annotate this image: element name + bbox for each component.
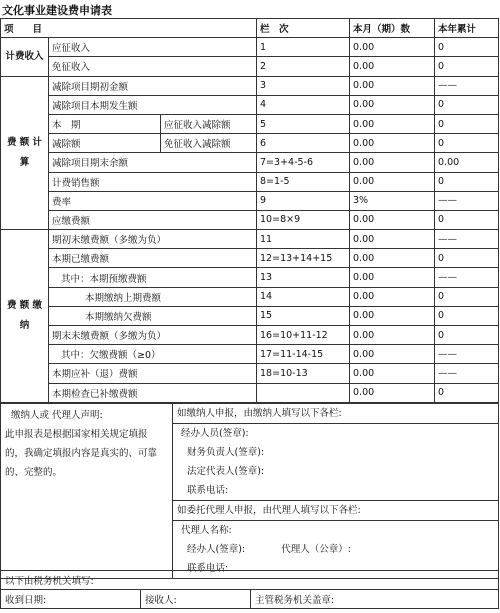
row-column: 3	[257, 76, 350, 95]
declaration-line: 的，我确定填报内容是真实的、可靠	[5, 448, 158, 459]
row-annual: 0	[435, 134, 499, 153]
row-label-a: 减除额	[49, 134, 161, 153]
row-current: 0.00	[350, 57, 435, 76]
row-column: 8=1-5	[257, 172, 350, 191]
header-annual: 本年累计	[435, 19, 499, 38]
agent-filing-heading: 如委托代理人申报，由代理人填写以下各栏:	[173, 501, 498, 521]
agent-filing-cell	[173, 501, 499, 579]
row-column: 5	[257, 114, 350, 133]
table-row	[1, 57, 499, 76]
row-label: 应缴费额	[49, 210, 257, 229]
row-current: 0.00	[350, 383, 435, 402]
form-title: 文化事业建设费申请表	[2, 4, 112, 17]
row-column: 14	[257, 287, 350, 306]
row-column: 6	[257, 134, 350, 153]
table-row	[1, 38, 499, 57]
row-column: 16=10+11-12	[257, 326, 350, 345]
row-column: 17=11-14-15	[257, 345, 350, 364]
row-annual: ——	[435, 345, 499, 364]
row-column: 15	[257, 306, 350, 325]
row-current: 0.00	[350, 38, 435, 57]
row-label: 应征收入	[49, 38, 257, 57]
row-current: 0.00	[350, 114, 435, 133]
row-column	[257, 383, 350, 402]
row-annual: 0	[435, 38, 499, 57]
agent-name-line: 代理人名称:	[181, 525, 232, 536]
row-label: 减除项目期初金额	[49, 76, 257, 95]
table-row	[1, 114, 499, 133]
row-annual: 0	[435, 287, 499, 306]
table-row	[1, 230, 499, 249]
row-current: 0.00	[350, 76, 435, 95]
table-row	[1, 76, 499, 95]
row-label: 其中：欠缴费额（≥0）	[49, 345, 257, 364]
received-date-cell: 收到日期:	[1, 590, 141, 609]
row-current: 0.00	[350, 268, 435, 287]
row-label: 计费销售额	[49, 172, 257, 191]
row-label: 期初未缴费额（多缴为负）	[49, 230, 257, 249]
row-annual: 0	[435, 306, 499, 325]
declaration-heading: 缴纳人或 代理人声明:	[11, 410, 103, 421]
row-annual: 0	[435, 95, 499, 114]
table-row	[1, 95, 499, 114]
row-label-b: 应征收入减除额	[161, 114, 257, 133]
row-annual: ——	[435, 76, 499, 95]
row-annual: 0	[435, 383, 499, 402]
table-row	[1, 364, 499, 383]
row-current: 0.00	[350, 364, 435, 383]
section-income: 计费收入	[1, 38, 49, 76]
row-annual: 0	[435, 326, 499, 345]
signature-line: 法定代表人(签章):	[187, 466, 265, 477]
row-current: 0.00	[350, 134, 435, 153]
header-current: 本月（期）数	[350, 19, 435, 38]
table-header-row	[1, 19, 499, 38]
row-label: 本期应补（退）费额	[49, 364, 257, 383]
tax-office-table	[0, 570, 499, 609]
row-column: 4	[257, 95, 350, 114]
self-filing-heading: 如缴纳人申报，由缴纳人填写以下各栏:	[173, 404, 498, 424]
row-current: 0.00	[350, 287, 435, 306]
row-annual: 0	[435, 114, 499, 133]
row-label: 减除项目期末余额	[49, 153, 257, 172]
phone-line: 联系电话:	[187, 485, 229, 496]
row-label-a: 本 期	[49, 114, 161, 133]
row-label: 本期缴纳欠费额	[49, 306, 257, 325]
agent-phone-line: 联系电话:	[187, 563, 229, 574]
section-calc: 费 额 计 算	[1, 76, 49, 230]
row-column: 13	[257, 268, 350, 287]
tax-office-seal-cell: 主管税务机关盖章:	[251, 590, 499, 609]
table-row	[1, 249, 499, 268]
row-current: 0.00	[350, 210, 435, 229]
declaration-line: 此申报表是根据国家相关规定填报	[5, 429, 148, 440]
row-column: 12=13+14+15	[257, 249, 350, 268]
header-item: 项 目	[1, 19, 257, 38]
row-annual: ——	[435, 191, 499, 210]
row-annual: ——	[435, 230, 499, 249]
table-row	[1, 153, 499, 172]
row-annual: 0	[435, 172, 499, 191]
fee-table	[0, 18, 499, 403]
row-label: 费率	[49, 191, 257, 210]
table-row	[1, 191, 499, 210]
self-filing-cell	[173, 404, 499, 501]
table-row	[1, 306, 499, 325]
row-label: 减除项目本期发生额	[49, 95, 257, 114]
row-annual: 0	[435, 57, 499, 76]
row-column: 7=3+4-5-6	[257, 153, 350, 172]
row-current: 0.00	[350, 345, 435, 364]
receiver-cell: 接收人:	[141, 590, 251, 609]
table-row	[1, 210, 499, 229]
row-annual: 0	[435, 210, 499, 229]
row-annual: 0	[435, 249, 499, 268]
row-label: 期末未缴费额（多缴为负）	[49, 326, 257, 345]
header-column: 栏 次	[257, 19, 350, 38]
row-current: 0.00	[350, 95, 435, 114]
row-column: 9	[257, 191, 350, 210]
table-row	[1, 326, 499, 345]
row-column: 2	[257, 57, 350, 76]
row-current: 0.00	[350, 230, 435, 249]
agent-handler-line: 经办人(签章):	[187, 544, 246, 555]
tax-office-heading: 以下由税务机关填写:	[1, 571, 499, 590]
row-current: 3%	[350, 191, 435, 210]
agent-seal-line: 代理人（公章）:	[281, 544, 351, 555]
row-label: 本期检查已补缴费额	[49, 383, 257, 402]
row-current: 0.00	[350, 172, 435, 191]
row-column: 11	[257, 230, 350, 249]
row-current: 0.00	[350, 306, 435, 325]
row-annual: ——	[435, 364, 499, 383]
row-label: 本期已缴费额	[49, 249, 257, 268]
row-current: 0.00	[350, 153, 435, 172]
section-payment: 费 额 缴 纳	[1, 230, 49, 403]
declaration-table	[0, 403, 499, 579]
declaration-cell	[1, 404, 173, 579]
table-row	[1, 134, 499, 153]
declaration-line: 的、完整的。	[5, 467, 63, 478]
row-column: 18=10-13	[257, 364, 350, 383]
table-row	[1, 287, 499, 306]
table-row	[1, 383, 499, 402]
row-column: 1	[257, 38, 350, 57]
row-label: 本期缴纳上期费额	[49, 287, 257, 306]
row-label: 其中：本期预缴费额	[49, 268, 257, 287]
table-row	[1, 268, 499, 287]
row-annual: ——	[435, 268, 499, 287]
row-label: 免征收入	[49, 57, 257, 76]
row-column: 10=8×9	[257, 210, 350, 229]
signature-line: 经办人员(签章):	[181, 428, 249, 439]
row-label-b: 免征收入减除额	[161, 134, 257, 153]
row-current: 0.00	[350, 249, 435, 268]
table-row	[1, 172, 499, 191]
signature-line: 财务负责人(签章):	[187, 447, 265, 458]
row-annual: 0.00	[435, 153, 499, 172]
row-current: 0.00	[350, 326, 435, 345]
table-row	[1, 345, 499, 364]
